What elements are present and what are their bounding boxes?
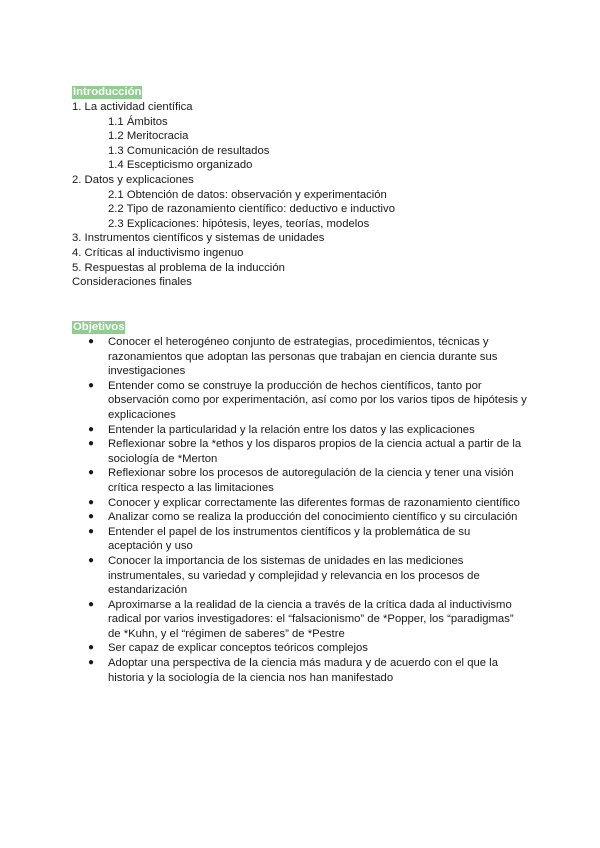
toc-subitem: 1.4 Escepticismo organizado bbox=[108, 159, 253, 172]
toc-subitem: 1.3 Comunicación de resultados bbox=[108, 144, 270, 157]
introduccion-heading: Introducción bbox=[73, 86, 142, 98]
objective-text: Entender la particularidad y la relación entre los datos y las explicaciones bbox=[108, 423, 475, 436]
bullet-icon: ● bbox=[88, 336, 95, 347]
bullet-icon: ● bbox=[88, 598, 95, 610]
bullet-icon: ● bbox=[88, 423, 95, 435]
objective-item bbox=[88, 466, 528, 495]
objective-text: Aproximarse a la realidad de la ciencia a través de la crítica dada al inductivismo radical por varios investigadores: el “falsacionismo” de *Popper, los “paradigmas” de *Kuhn, y el “régimen de saberes” de *Pestre bbox=[108, 598, 514, 640]
bullet-icon: ● bbox=[88, 554, 95, 566]
objective-text: Ser capaz de explicar conceptos teóricos complejos bbox=[108, 642, 368, 655]
objective-item bbox=[88, 496, 528, 511]
bullet-icon: ● bbox=[88, 379, 95, 391]
toc-subitem: 2.1 Obtención de datos: observación y experimentación bbox=[108, 188, 387, 201]
objective-text: Reflexionar sobre los procesos de autoregulación de la ciencia y tener una visión crítica respecto a las limitaciones bbox=[108, 467, 514, 494]
objective-text: Conocer la importancia de los sistemas de unidades en las mediciones instrumentales, su variedad y complejidad y relevancia en los procesos de estandarización bbox=[108, 554, 480, 597]
objetivos-heading: Objetivos bbox=[73, 321, 125, 333]
objective-text: Analizar como se realiza la producción del conocimiento científico y su circulación bbox=[108, 511, 518, 524]
bullet-icon: ● bbox=[88, 438, 95, 450]
bullet-icon: ● bbox=[88, 642, 95, 654]
toc-subitem: 2.3 Explicaciones: hipótesis, leyes, teorías, modelos bbox=[108, 217, 370, 230]
objective-item bbox=[88, 598, 528, 642]
objective-item bbox=[88, 641, 528, 656]
bullet-icon: ● bbox=[88, 525, 95, 537]
objective-item bbox=[88, 510, 528, 525]
objective-text: Conocer y explicar correctamente las diferentes formas de razonamiento científico bbox=[108, 496, 520, 509]
objective-text: Reflexionar sobre la *ethos y los disparos propios de la ciencia actual a partir de la sociología de *Merton bbox=[108, 438, 522, 465]
objective-item bbox=[88, 525, 528, 554]
objective-item bbox=[88, 379, 528, 423]
bullet-icon: ● bbox=[88, 511, 95, 523]
bullet-icon: ● bbox=[88, 496, 95, 508]
objective-text: Conocer el heterogéneo conjunto de estrategias, procedimientos, técnicas y razonamientos que adoptan las personas que trabajan en ciencia durante sus investigaciones bbox=[108, 336, 498, 378]
toc-item: 1. La actividad científica bbox=[72, 101, 193, 113]
toc-subitem: 1.2 Meritocracia bbox=[108, 130, 189, 143]
objective-item bbox=[88, 554, 528, 598]
toc-item: 5. Respuestas al problema de la inducción bbox=[72, 261, 285, 274]
objective-item bbox=[88, 335, 528, 379]
toc-item: 4. Críticas al inductivismo ingenuo bbox=[72, 246, 244, 259]
toc-item: 3. Instrumentos científicos y sistemas de unidades bbox=[72, 232, 325, 245]
objective-item bbox=[88, 656, 528, 685]
toc-subitem: 2.2 Tipo de razonamiento científico: deductivo e inductivo bbox=[108, 203, 395, 216]
objective-text: Entender el papel de los instrumentos científicos y la problemática de su aceptación y uso bbox=[108, 525, 471, 553]
objectives-list bbox=[88, 335, 528, 685]
objective-item bbox=[88, 437, 528, 466]
bullet-icon: ● bbox=[88, 467, 95, 479]
bullet-icon: ● bbox=[88, 657, 95, 669]
toc-subitem: 1.1 Ámbitos bbox=[108, 115, 168, 128]
toc-item: 2. Datos y explicaciones bbox=[72, 173, 194, 186]
objective-text: Entender como se construye la producción de hechos científicos, tanto por observación como por experimentación, así como por los varios tipos de hipótesis y explicaciones bbox=[108, 379, 527, 421]
table-of-contents bbox=[72, 100, 395, 290]
objective-item bbox=[88, 423, 528, 438]
objective-text: Adoptar una perspectiva de la ciencia más madura y de acuerdo con el que la historia y la sociología de la ciencia nos han manifestado bbox=[108, 657, 498, 684]
toc-item: Consideraciones finales bbox=[72, 276, 192, 289]
